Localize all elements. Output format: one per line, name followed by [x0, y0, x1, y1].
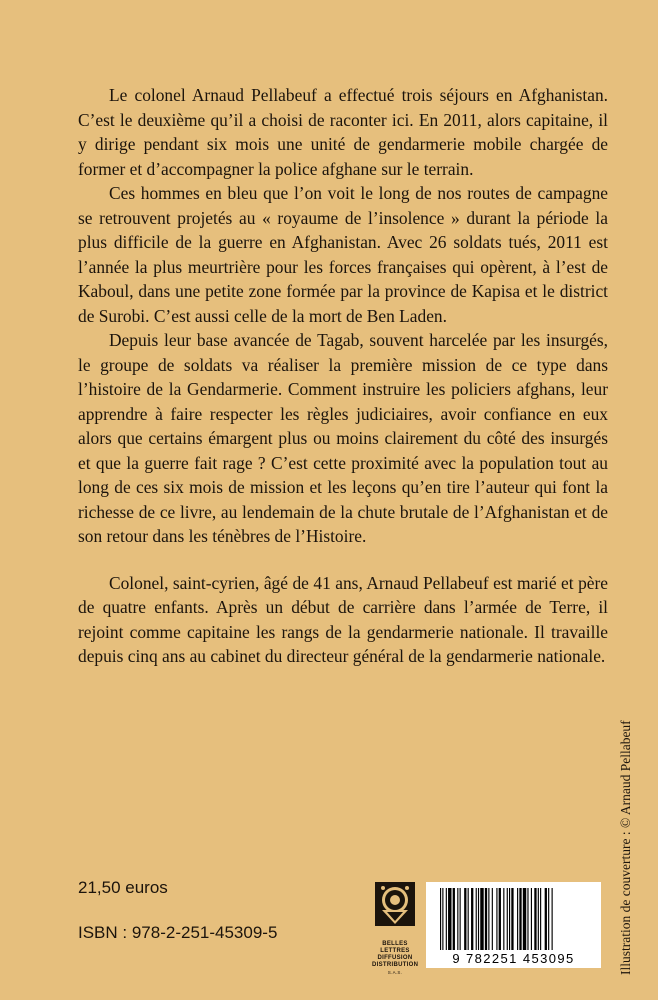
barcode-digits: 9 782251 453095	[452, 951, 575, 966]
price: 21,50 euros	[78, 878, 168, 897]
paragraph-context: Ces hommes en bleu que l’on voit le long de nos routes de campagne se retrouvent projetés au « royaume de l’insolence » durant la période la plus difficile de la guerre en Afghanistan. Avec 26 soldats tués, 2011 est l’année la plus meurtrière pour les forces françaises qui opèrent, à l’est de Kaboul, dans une petite zone formée par la province de Kapisa et le district de Surobi. C’est aussi celle de la mort de Ben Laden.	[78, 183, 608, 326]
paragraph-mission: Depuis leur base avancée de Tagab, souvent harcelée par les insurgés, le groupe de soldats va réaliser la première mission de ce type dans l’histoire de la Gendarmerie. Comment instruire les policiers afghans, leur apprendre à faire respecter les règles judiciaires, avoir confiance en eux alors que certains émargent plus ou moins clairement du côté des insurgés et que la guerre fait rage ? C’est cette proximité avec la population tout au long de ces six mois de mission et les leçons qu’en tire l’auteur qui font la richesse de ce livre, au lendemain de la chute brutale de l’Afghanistan et de son retour dans les ténèbres de l’Histoire.	[78, 330, 608, 546]
isbn: ISBN : 978-2-251-45309-5	[78, 923, 278, 942]
barcode-bars	[426, 882, 601, 952]
barcode	[426, 882, 601, 968]
publisher-name: BELLES LETTRES DIFFUSION DISTRIBUTION S.A.S.	[372, 941, 419, 975]
publisher-logo	[372, 880, 419, 975]
cover-illustration-credit: Illustration de couverture : © Arnaud Pellabeuf	[618, 720, 633, 975]
paragraph-intro: Le colonel Arnaud Pellabeuf a effectué trois séjours en Afghanistan. C’est le deuxième qu’il a choisi de raconter ici. En 2011, alors capitaine, il y dirige pendant six mois une unité de gendarmerie mobile chargée de former et d’accompagner la police afghane sur le terrain.	[78, 85, 608, 179]
publisher-emblem-icon	[372, 880, 418, 936]
paragraph-author-bio: Colonel, saint-cyrien, âgé de 41 ans, Arnaud Pellabeuf est marié et père de quatre enfants. Après un début de carrière dans l’armée de Terre, il rejoint comme capitaine les rangs de la gendarmerie nationale. Il travaille depuis cinq ans au cabinet du directeur général de la gendarmerie nationale.	[78, 572, 608, 666]
back-cover-text	[78, 83, 608, 669]
